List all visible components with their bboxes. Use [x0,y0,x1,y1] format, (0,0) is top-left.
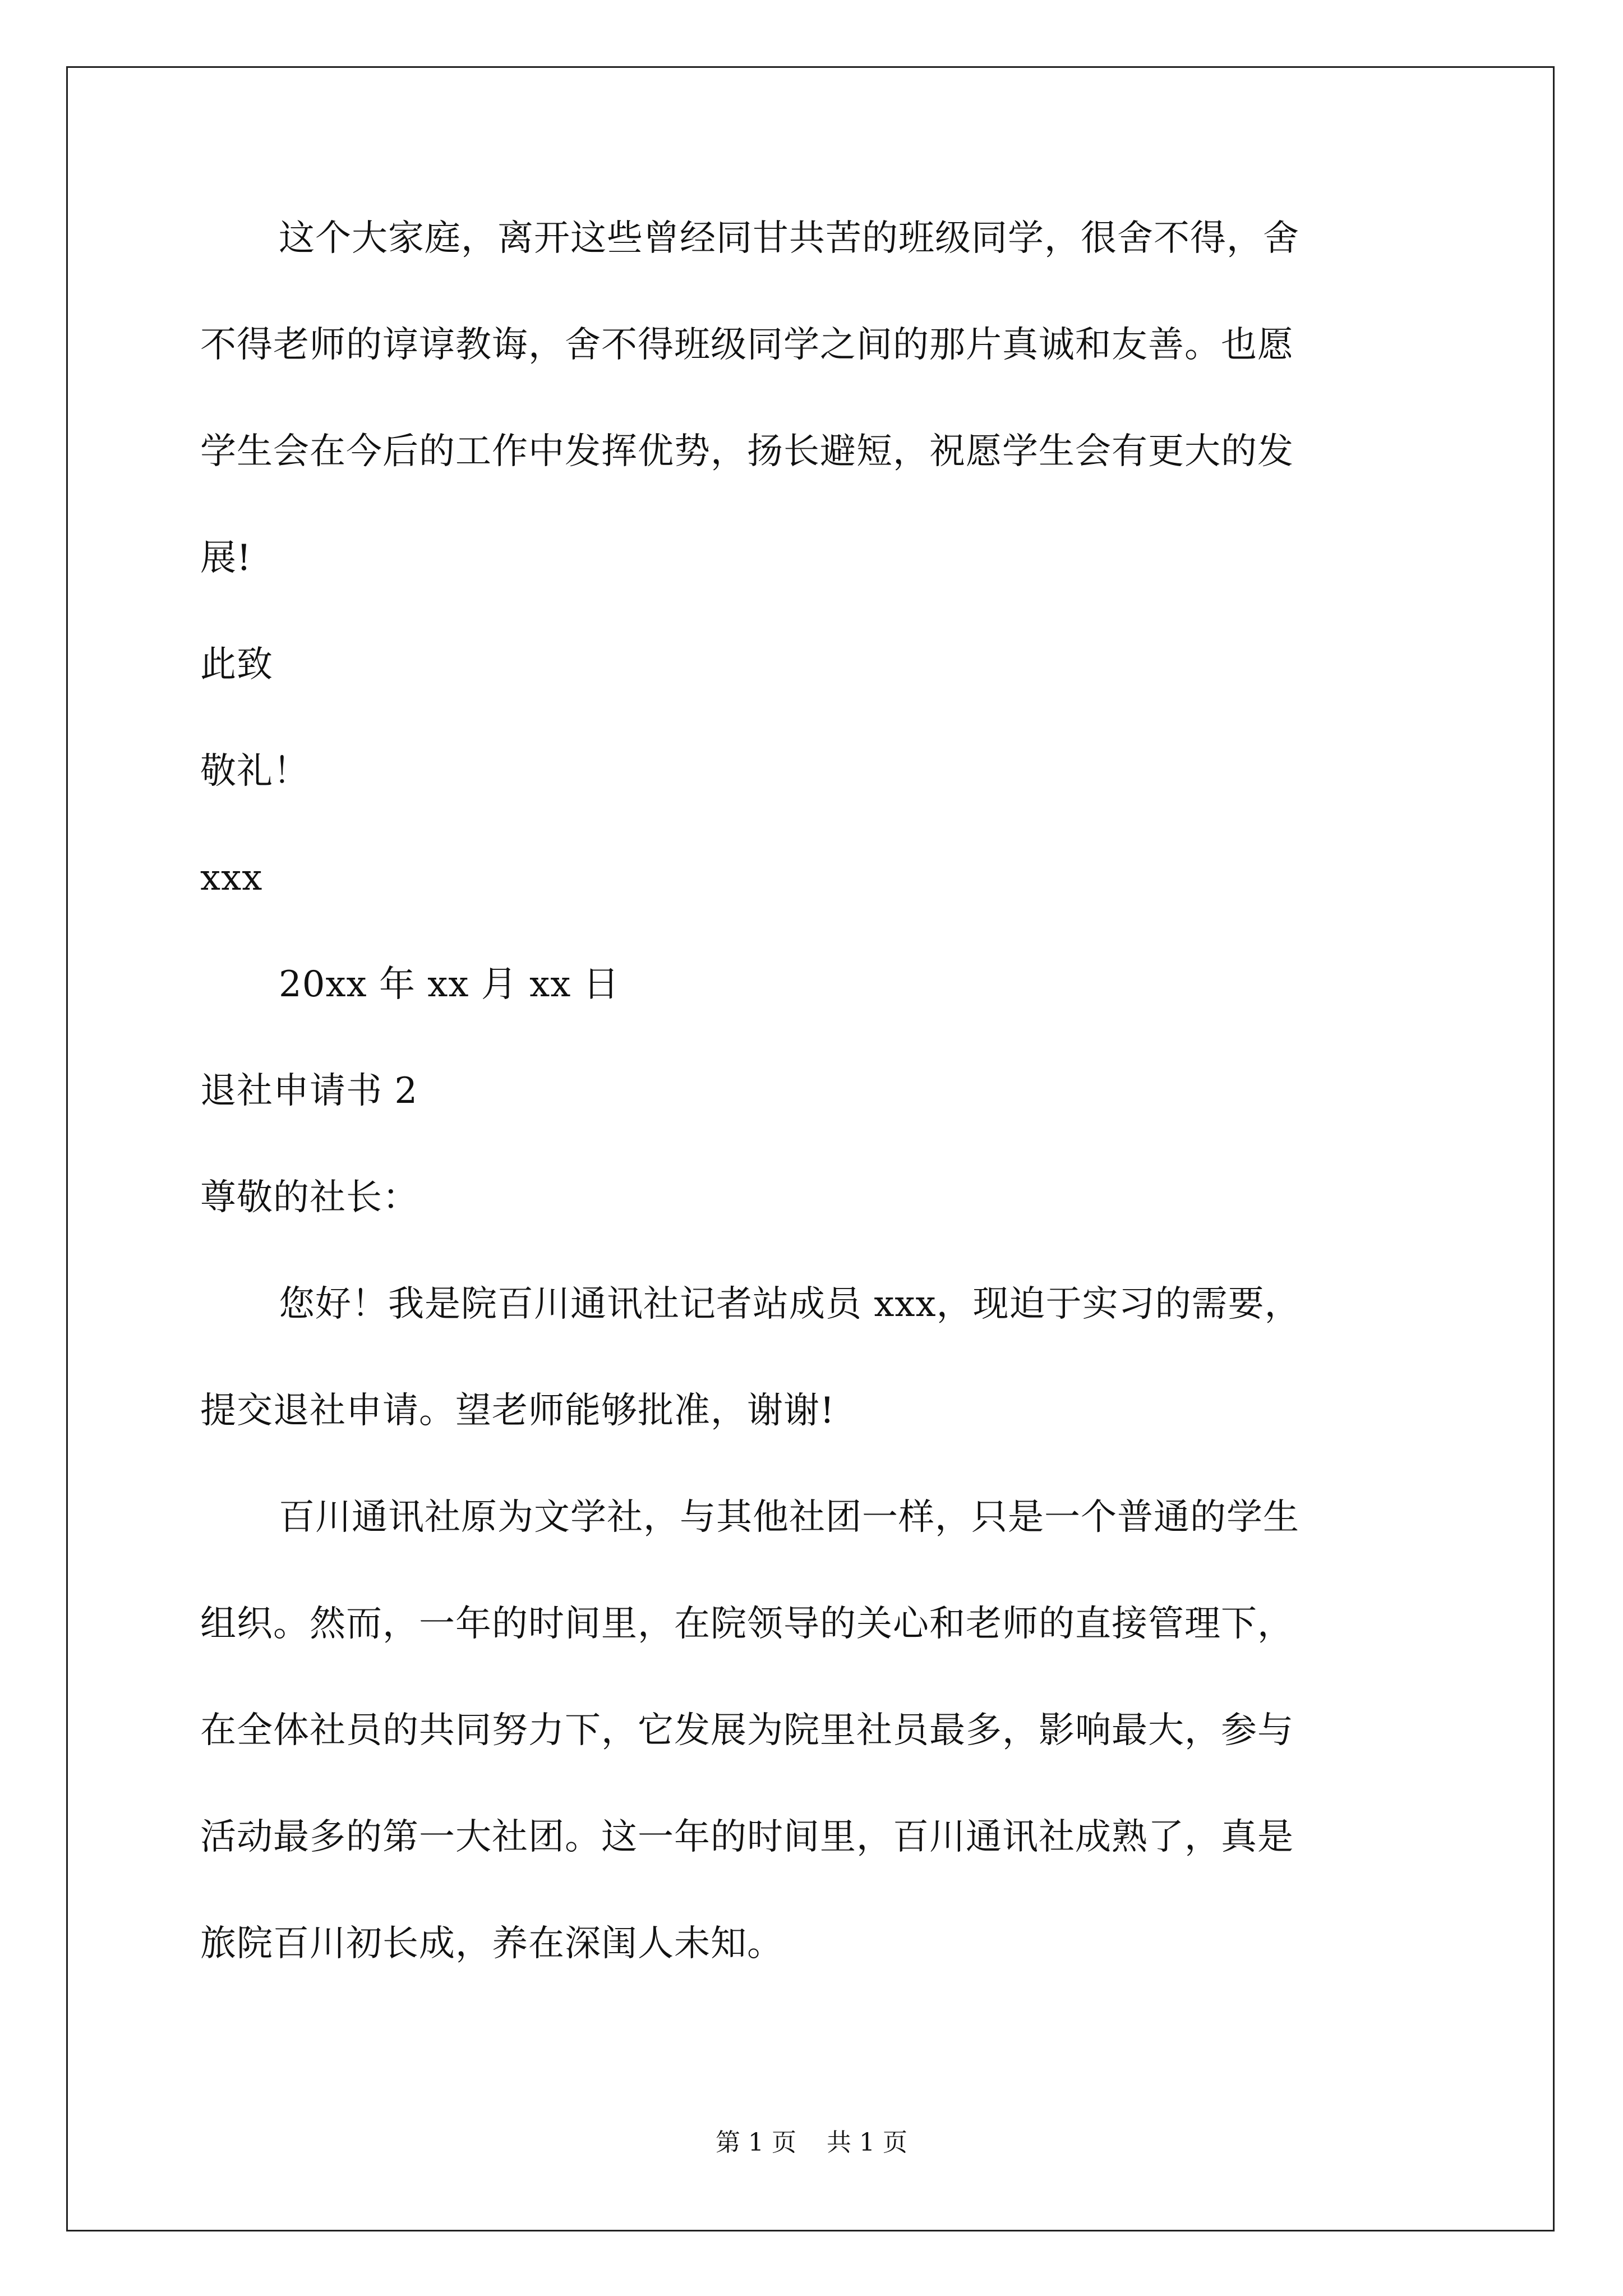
closing-salutation: 此致 [200,644,273,685]
paragraph-line: 组织。然而，一年的时间里，在院领导的关心和老师的直接管理下， [200,1603,1294,1645]
closing-regards: 敬礼！ [200,751,310,792]
page-number-total: 共 1 页 [827,2128,907,2157]
paragraph-line: 学生会在今后的工作中发挥优势，扬长避短，祝愿学生会有更大的发 [200,431,1294,472]
signature-name: xxx [200,857,263,899]
paragraph-line: 展! [200,537,252,579]
paragraph-line: 百川通讯社原为文学社，与其他社团一样，只是一个普通的学生 [279,1497,1299,1538]
page-footer [0,2129,1623,2157]
document-body [200,219,1423,2031]
paragraph-line: 不得老师的谆谆教诲，舍不得班级同学之间的那片真诚和友善。也愿 [200,324,1294,366]
paragraph-line: 活动最多的第一大社团。这一年的时间里，百川通讯社成熟了，真是 [200,1816,1294,1858]
greeting: 尊敬的社长： [200,1177,419,1218]
paragraph-line: 在全体社员的共同努力下，它发展为院里社员最多，影响最大，参与 [200,1710,1294,1751]
paragraph-line: 您好！我是院百川通讯社记者站成员 xxx，现迫于实习的需要， [279,1283,1301,1325]
paragraph-line: 这个大家庭，离开这些曾经同甘共苦的班级同学，很舍不得，舍 [279,218,1299,259]
page-number-current: 第 1 页 [716,2128,796,2157]
paragraph-line: 旅院百川初长成，养在深闺人未知。 [200,1923,783,1964]
signature-date: 20xx 年 xx 月 xx 日 [279,964,620,1005]
section-title: 退社申请书 2 [200,1070,418,1112]
paragraph-line: 提交退社申请。望老师能够批准，谢谢! [200,1390,835,1432]
